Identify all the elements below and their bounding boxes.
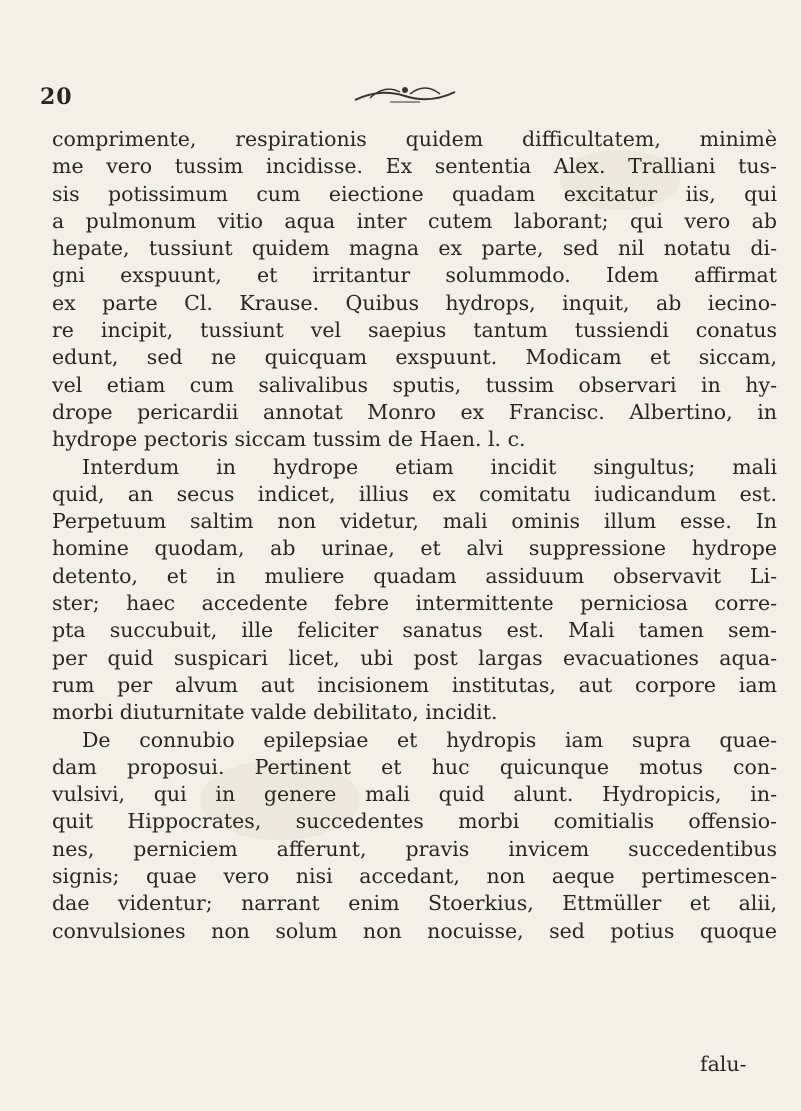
text-line: dam proposui. Pertinent et huc quicunque motus con-	[52, 754, 777, 779]
text-line: De connubio epilepsiae et hydropis iam supra quae-	[82, 727, 777, 752]
body-text	[52, 126, 777, 945]
text-line: quid, an secus indicet, illius ex comitatu iudicandum est.	[52, 481, 777, 506]
text-line: nes, perniciem afferunt, pravis invicem succedentibus	[52, 836, 777, 861]
text-line: dae videntur; narrant enim Stoerkius, Ettmüller et alii,	[52, 891, 777, 916]
text-line: re incipit, tussiunt vel saepius tantum tussiendi conatus	[52, 318, 777, 343]
text-line: rum per alvum aut incisionem institutas, aut corpore iam	[52, 672, 777, 697]
text-line: vulsivi, qui in genere mali quid alunt. Hydropicis, in-	[52, 782, 777, 807]
text-line: Interdum in hydrope etiam incidit singultus; mali	[82, 454, 777, 479]
text-line: hepate, tussiunt quidem magna ex parte, sed nil notatu di-	[52, 236, 777, 261]
catchword: falu-	[700, 1052, 747, 1076]
text-line: vel etiam cum salivalibus sputis, tussim observari in hy-	[52, 372, 777, 397]
text-line: signis; quae vero nisi accedant, non aeque pertimescen-	[52, 864, 777, 889]
text-line: a pulmonum vitio aqua inter cutem laborant; qui vero ab	[52, 208, 777, 233]
text-line: pta succubuit, ille feliciter sanatus est. Mali tamen sem-	[52, 618, 777, 643]
text-line: per quid suspicari licet, ubi post largas evacuationes aqua-	[52, 645, 777, 670]
text-line: ster; haec accedente febre intermittente perniciosa corre-	[52, 591, 777, 616]
text-line: drope pericardii annotat Monro ex Francisc. Albertino, in	[52, 399, 777, 424]
text-line: convulsiones non solum non nocuisse, sed potius quoque	[52, 918, 777, 943]
text-line: comprimente, respirationis quidem difficultatem, minimè	[52, 127, 777, 151]
text-line: detento, et in muliere quadam assiduum observavit Li-	[52, 563, 777, 588]
text-line: sis potissimum cum eiectione quadam excitatur iis, qui	[52, 181, 777, 206]
text-line: me vero tussim incidisse. Ex sententia Alex. Tralliani tus-	[52, 154, 777, 179]
text-line: homine quodam, ab urinae, et alvi suppressione hydrope	[52, 536, 777, 561]
text-line: morbi diuturnitate valde debilitato, incidit.	[52, 700, 498, 725]
header-ornament-icon	[350, 78, 460, 106]
text-line: Perpetuum saltim non videtur, mali ominis illum esse. In	[52, 509, 777, 534]
text-line: edunt, sed ne quicquam exspuunt. Modicam et siccam,	[52, 345, 777, 370]
text-line: ex parte Cl. Krause. Quibus hydrops, inquit, ab iecino-	[52, 290, 777, 315]
text-line: hydrope pectoris siccam tussim de Haen. l. c.	[52, 427, 526, 452]
text-line: gni exspuunt, et irritantur solummodo. Idem affirmat	[52, 263, 777, 288]
page-number: 20	[40, 84, 73, 110]
text-line: quit Hippocrates, succedentes morbi comitialis offensio-	[52, 809, 777, 834]
